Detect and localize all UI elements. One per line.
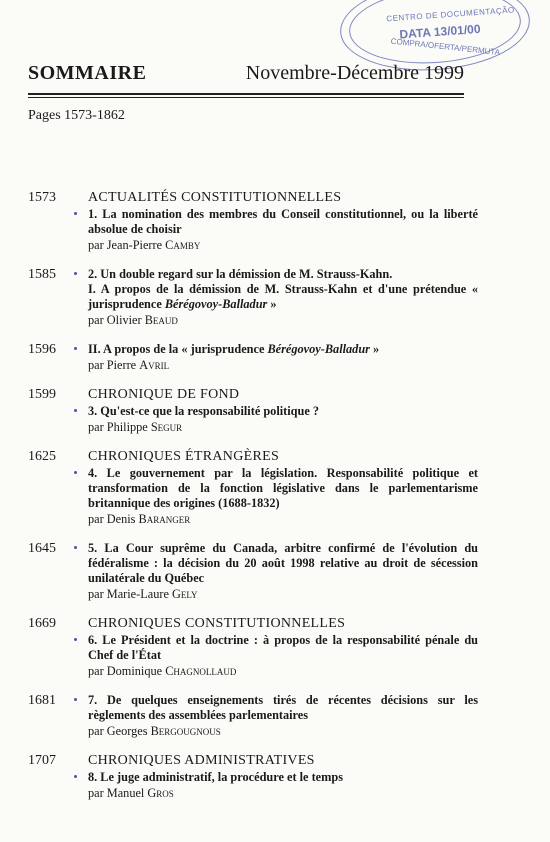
- toc-section: [28, 387, 478, 437]
- page-title: SOMMAIRE: [28, 62, 147, 84]
- section-title: CHRONIQUE DE FOND: [88, 387, 240, 402]
- page-number: 1625: [28, 449, 56, 464]
- section-body: [88, 190, 478, 255]
- author-surname: Gely: [171, 587, 198, 601]
- section-body: [88, 387, 478, 437]
- author-surname: Beaud: [144, 313, 178, 327]
- margin-mark: [74, 546, 77, 549]
- article-entry[interactable]: [88, 693, 478, 739]
- article-author: par Jean-Pierre Camby: [88, 238, 201, 252]
- article-title: 6. Le Président et la doctrine : à propos de la responsabilité pénale du Chef de l'État: [88, 633, 478, 663]
- article-entry[interactable]: [88, 541, 478, 602]
- article-author: par Dominique Chagnollaud: [88, 664, 237, 678]
- article-author: par Philippe Segur: [88, 420, 183, 434]
- margin-mark: [74, 698, 77, 701]
- page-number: 1707: [28, 753, 56, 768]
- section-body: [88, 616, 478, 681]
- toc-section: [28, 190, 478, 255]
- article-entry[interactable]: [88, 404, 478, 435]
- article-title: 4. Le gouvernement par la législation. Responsabilité politique et transformation de la fonction législative dans le parlementarisme britannique des origines (1688-1832): [88, 466, 478, 511]
- toc-section: [28, 541, 478, 604]
- section-body: [88, 449, 478, 529]
- margin-mark: [74, 347, 77, 350]
- stamp-line-3: COMPRA/OFERTA/PERMUTA: [390, 36, 501, 58]
- author-surname: Avril: [139, 358, 170, 372]
- issue-date: Novembre-Décembre 1999: [245, 62, 464, 84]
- author-surname: Baranger: [138, 512, 191, 526]
- toc-section: [28, 753, 478, 803]
- table-of-contents: [28, 190, 478, 803]
- article-entry[interactable]: [88, 466, 478, 527]
- article-entry[interactable]: [88, 207, 478, 253]
- page-number: 1645: [28, 541, 56, 556]
- page-number: 1669: [28, 616, 56, 631]
- author-surname: Bergougnous: [150, 724, 221, 738]
- header-rule-thin: [28, 97, 464, 98]
- section-title: CHRONIQUES ÉTRANGÈRES: [88, 449, 280, 464]
- page-header: [28, 62, 464, 90]
- italic-term: Bérégovoy-Balladur: [267, 342, 370, 356]
- page-number: 1599: [28, 387, 56, 402]
- stamp-date: DATA 13/01/00: [399, 21, 481, 42]
- page-number: 1585: [28, 267, 56, 282]
- section-body: [88, 541, 478, 604]
- toc-section: [28, 616, 478, 681]
- toc-section: [28, 693, 478, 741]
- margin-mark: [74, 272, 77, 275]
- page-number: 1681: [28, 693, 56, 708]
- page-number: 1596: [28, 342, 56, 357]
- margin-mark: [74, 638, 77, 641]
- article-title: 2. Un double regard sur la démission de M. Strauss-Kahn.: [88, 267, 478, 282]
- section-title: CHRONIQUES ADMINISTRATIVES: [88, 753, 315, 768]
- section-body: [88, 753, 478, 803]
- section-body: [88, 267, 478, 330]
- page-range: Pages 1573-1862: [28, 108, 125, 123]
- author-surname: Gros: [147, 786, 174, 800]
- section-body: [88, 693, 478, 741]
- article-title: 8. Le juge administratif, la procédure et le temps: [88, 770, 478, 785]
- article-title: 7. De quelques enseignements tirés de récentes décisions sur les règlements des assemblées parlementaires: [88, 693, 478, 723]
- article-title: 3. Qu'est-ce que la responsabilité politique ?: [88, 404, 478, 419]
- margin-mark: [74, 775, 77, 778]
- article-entry[interactable]: [88, 633, 478, 679]
- margin-mark: [74, 212, 77, 215]
- toc-section: [28, 449, 478, 529]
- margin-mark: [74, 471, 77, 474]
- page-number: 1573: [28, 190, 56, 205]
- article-author: par Denis Baranger: [88, 512, 191, 526]
- toc-section: [28, 342, 478, 375]
- stamp-line-1: CENTRO DE DOCUMENTAÇÃO: [386, 5, 516, 24]
- article-title: 5. La Cour suprême du Canada, arbitre confirmé de l'évolution du fédéralisme : la décision du 20 août 1998 relative au droit de sécession unilatérale du Québec: [88, 541, 478, 586]
- article-title: 1. La nomination des membres du Conseil constitutionnel, ou la liberté absolue de choisir: [88, 207, 478, 237]
- article-subtitle: I. A propos de la démission de M. Strauss-Kahn et d'une prétendue « jurisprudence Bérégovoy-Balladur »: [88, 282, 478, 311]
- toc-section: [28, 267, 478, 330]
- header-rule-thick: [28, 93, 464, 95]
- author-surname: Chagnollaud: [165, 664, 237, 678]
- section-body: [88, 342, 478, 375]
- margin-mark: [74, 409, 77, 412]
- article-author: par Olivier Beaud: [88, 313, 178, 327]
- author-surname: Camby: [165, 238, 201, 252]
- article-entry[interactable]: [88, 342, 478, 373]
- section-title: ACTUALITÉS CONSTITUTIONNELLES: [88, 190, 342, 205]
- article-author: par Georges Bergougnous: [88, 724, 221, 738]
- article-author: par Pierre Avril: [88, 358, 170, 372]
- italic-term: Bérégovoy-Balladur: [164, 297, 268, 311]
- article-entry[interactable]: [88, 267, 478, 328]
- article-entry[interactable]: [88, 770, 478, 801]
- author-surname: Segur: [150, 420, 183, 434]
- section-title: CHRONIQUES CONSTITUTIONNELLES: [88, 616, 346, 631]
- article-author: par Manuel Gros: [88, 786, 174, 800]
- article-title: II. A propos de la « jurisprudence Bérégovoy-Balladur »: [88, 342, 478, 357]
- article-author: par Marie-Laure Gely: [88, 587, 198, 601]
